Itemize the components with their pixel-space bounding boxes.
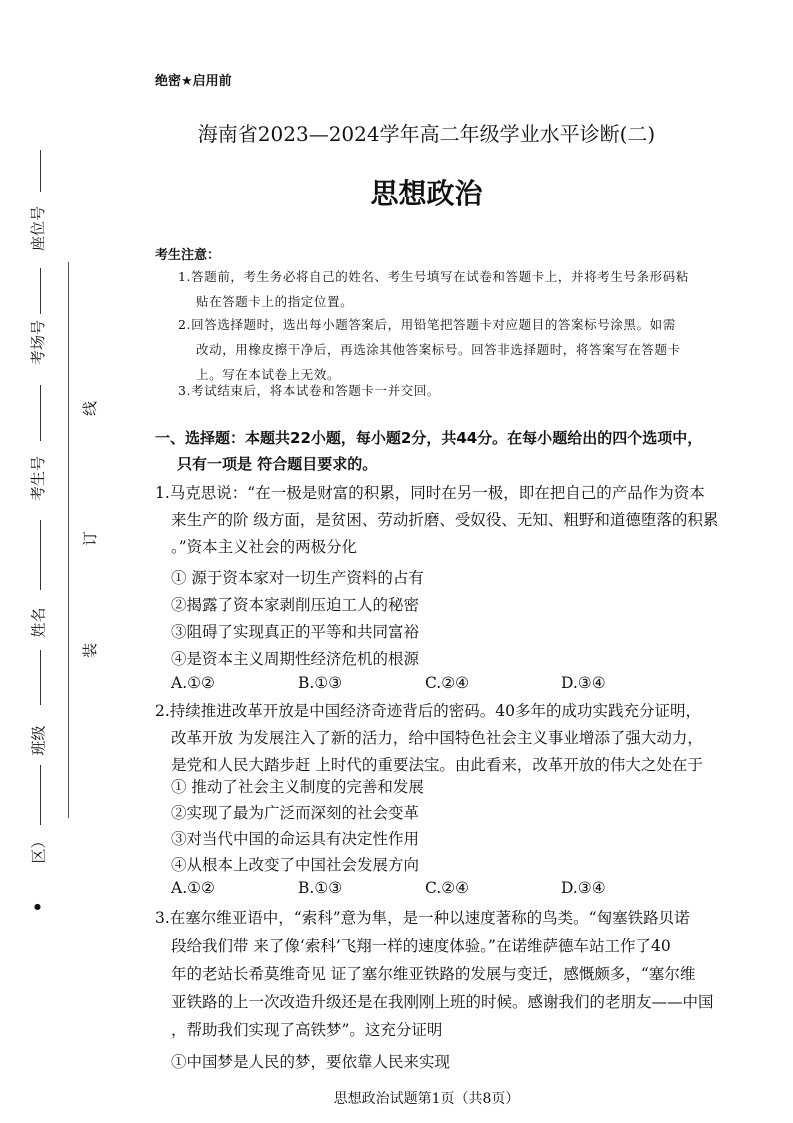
question-1-option-4: ④是资本主义周期性经济危机的根源 [171,650,420,668]
question-1-choice-b: B.①③ [298,674,343,692]
question-2-choice-a: A.①② [171,879,215,897]
room-underline [40,268,41,314]
notice-item-1 [178,264,753,314]
question-2-option-4: ④从根本上改变了中国社会发展方向 [171,856,420,874]
question-2-choice-c: C.②④ [425,879,470,897]
section-line-2: 只有一项是 符合题目要求的。 [177,455,378,473]
stem-line: 2.持续推进改革开放是中国经济奇迹背后的密码。40多年的成功实践充分证明， [155,702,702,720]
subject-title: 思想政治 [370,177,483,210]
class-label: 班级 [29,725,48,756]
stem-line: 。”资本主义社会的两极分化 [171,538,358,556]
question-1-choice-d: D.③④ [561,674,606,692]
notice-line: 上。写在本试卷上无效。 [196,367,341,382]
notice-title: 考生注意： [155,248,221,263]
bind-mark-staple: 订 [81,530,100,547]
seat-label: 座位号 [29,205,48,252]
section-heading [155,425,755,477]
question-3-option-1: ①中国梦是人民的梦，要依靠人民来实现 [171,1053,451,1071]
notice-line: 改动，用橡皮擦干净后，再选涂其他答案标号。回答非选择题时，将答案写在答题卡 [196,342,681,357]
question-2-choice-b: B.①③ [298,879,343,897]
stem-line: 改革开放 为发展注入了新的活力，给中国特色社会主义事业增添了强大动力， [171,729,703,747]
question-1-option-2: ②揭露了资本家剥削压迫工人的秘密 [171,596,420,614]
class-underline [40,650,41,705]
stem-line: 3.在塞尔维亚语中，“索科”意为隼，是一种以速度著称的鸟类。“匈塞铁路贝诺 [155,909,690,927]
stem-line: 段给我们带 来了像‘索科’飞翔一样的速度体验。”在诺维萨德车站工作了40 [171,937,671,955]
room-label: 考场号 [29,319,48,366]
page-footer: 思想政治试题第1页（共8页） [333,1091,520,1107]
candidate-no-label: 考生号 [29,455,48,502]
stem-line: 来生产的阶 级方面，是贫困、劳动折磨、受奴役、无知、粗野和道德堕落的积累 [171,511,719,529]
margin-dot: ● [34,902,41,911]
stem-line: 年的老站长希莫维奇见 证了塞尔维亚铁路的发展与变迁，感慨颇多，“塞尔维 [171,965,696,983]
notice-line: 贴在答题卡上的指定位置。 [196,294,354,309]
question-2-choice-d: D.③④ [561,879,606,897]
exam-title: 海南省2023—2024学年高二年级学业水平诊断(二) [197,122,656,146]
question-3-stem [155,904,755,1044]
stem-line: ，帮助我们实现了高铁梦”。这充分证明 [171,1021,443,1039]
candidate-no-underline [40,385,41,441]
question-1-option-1: ① 源于资本家对一切生产资料的占有 [171,569,424,587]
stem-line: 1.马克思说：“在一极是财富的积累，同时在另一极，即在把自己的产品作为资本 [155,484,705,502]
secret-label: 绝密★启用前 [155,74,232,89]
question-1-choice-a: A.①② [171,674,215,692]
bind-mark-bind: 装 [81,642,100,659]
stem-line: 是党和人民大踏步赶 上时代的重要法宝。由此看来，改革开放的伟大之处在于 [171,756,703,774]
notice-line: 2.回答选择题时，选出每小题答案后，用铅笔把答题卡对应题目的答案标号涂黑。如需 [178,317,676,332]
question-1-stem [155,480,755,561]
notice-line: 3.考试结束后，将本试卷和答题卡一并交回。 [178,383,441,398]
section-line-1: 一、选择题：本题共22小题，每小题2分，共44分。在每小题给出的四个选项中， [155,429,703,447]
question-2-stem [155,698,755,779]
name-label: 姓名 [29,607,48,638]
notice-item-3 [178,378,753,403]
bind-mark-line: 线 [81,400,100,417]
district-underline [40,765,41,825]
district-label: 区） [29,833,48,864]
notice-line: 1.答题前，考生务必将自己的姓名、考生号填写在试卷和答题卡上，并将考生号条形码粘 [178,269,689,284]
question-2-option-2: ②实现了最为广泛而深刻的社会变革 [171,804,420,822]
question-1-choice-c: C.②④ [425,674,470,692]
question-1-option-3: ③阻碍了实现真正的平等和共同富裕 [171,623,420,641]
stem-line: 亚铁路的上一次改造升级还是在我刚刚上班的时候。感谢我们的老朋友——中国 [171,993,714,1011]
question-2-option-3: ③对当代中国的命运具有决定性作用 [171,830,420,848]
name-underline [40,520,41,590]
notice-item-2 [178,312,753,387]
binding-line [68,262,69,818]
question-2-option-1: ① 推动了社会主义制度的完善和发展 [171,778,424,796]
